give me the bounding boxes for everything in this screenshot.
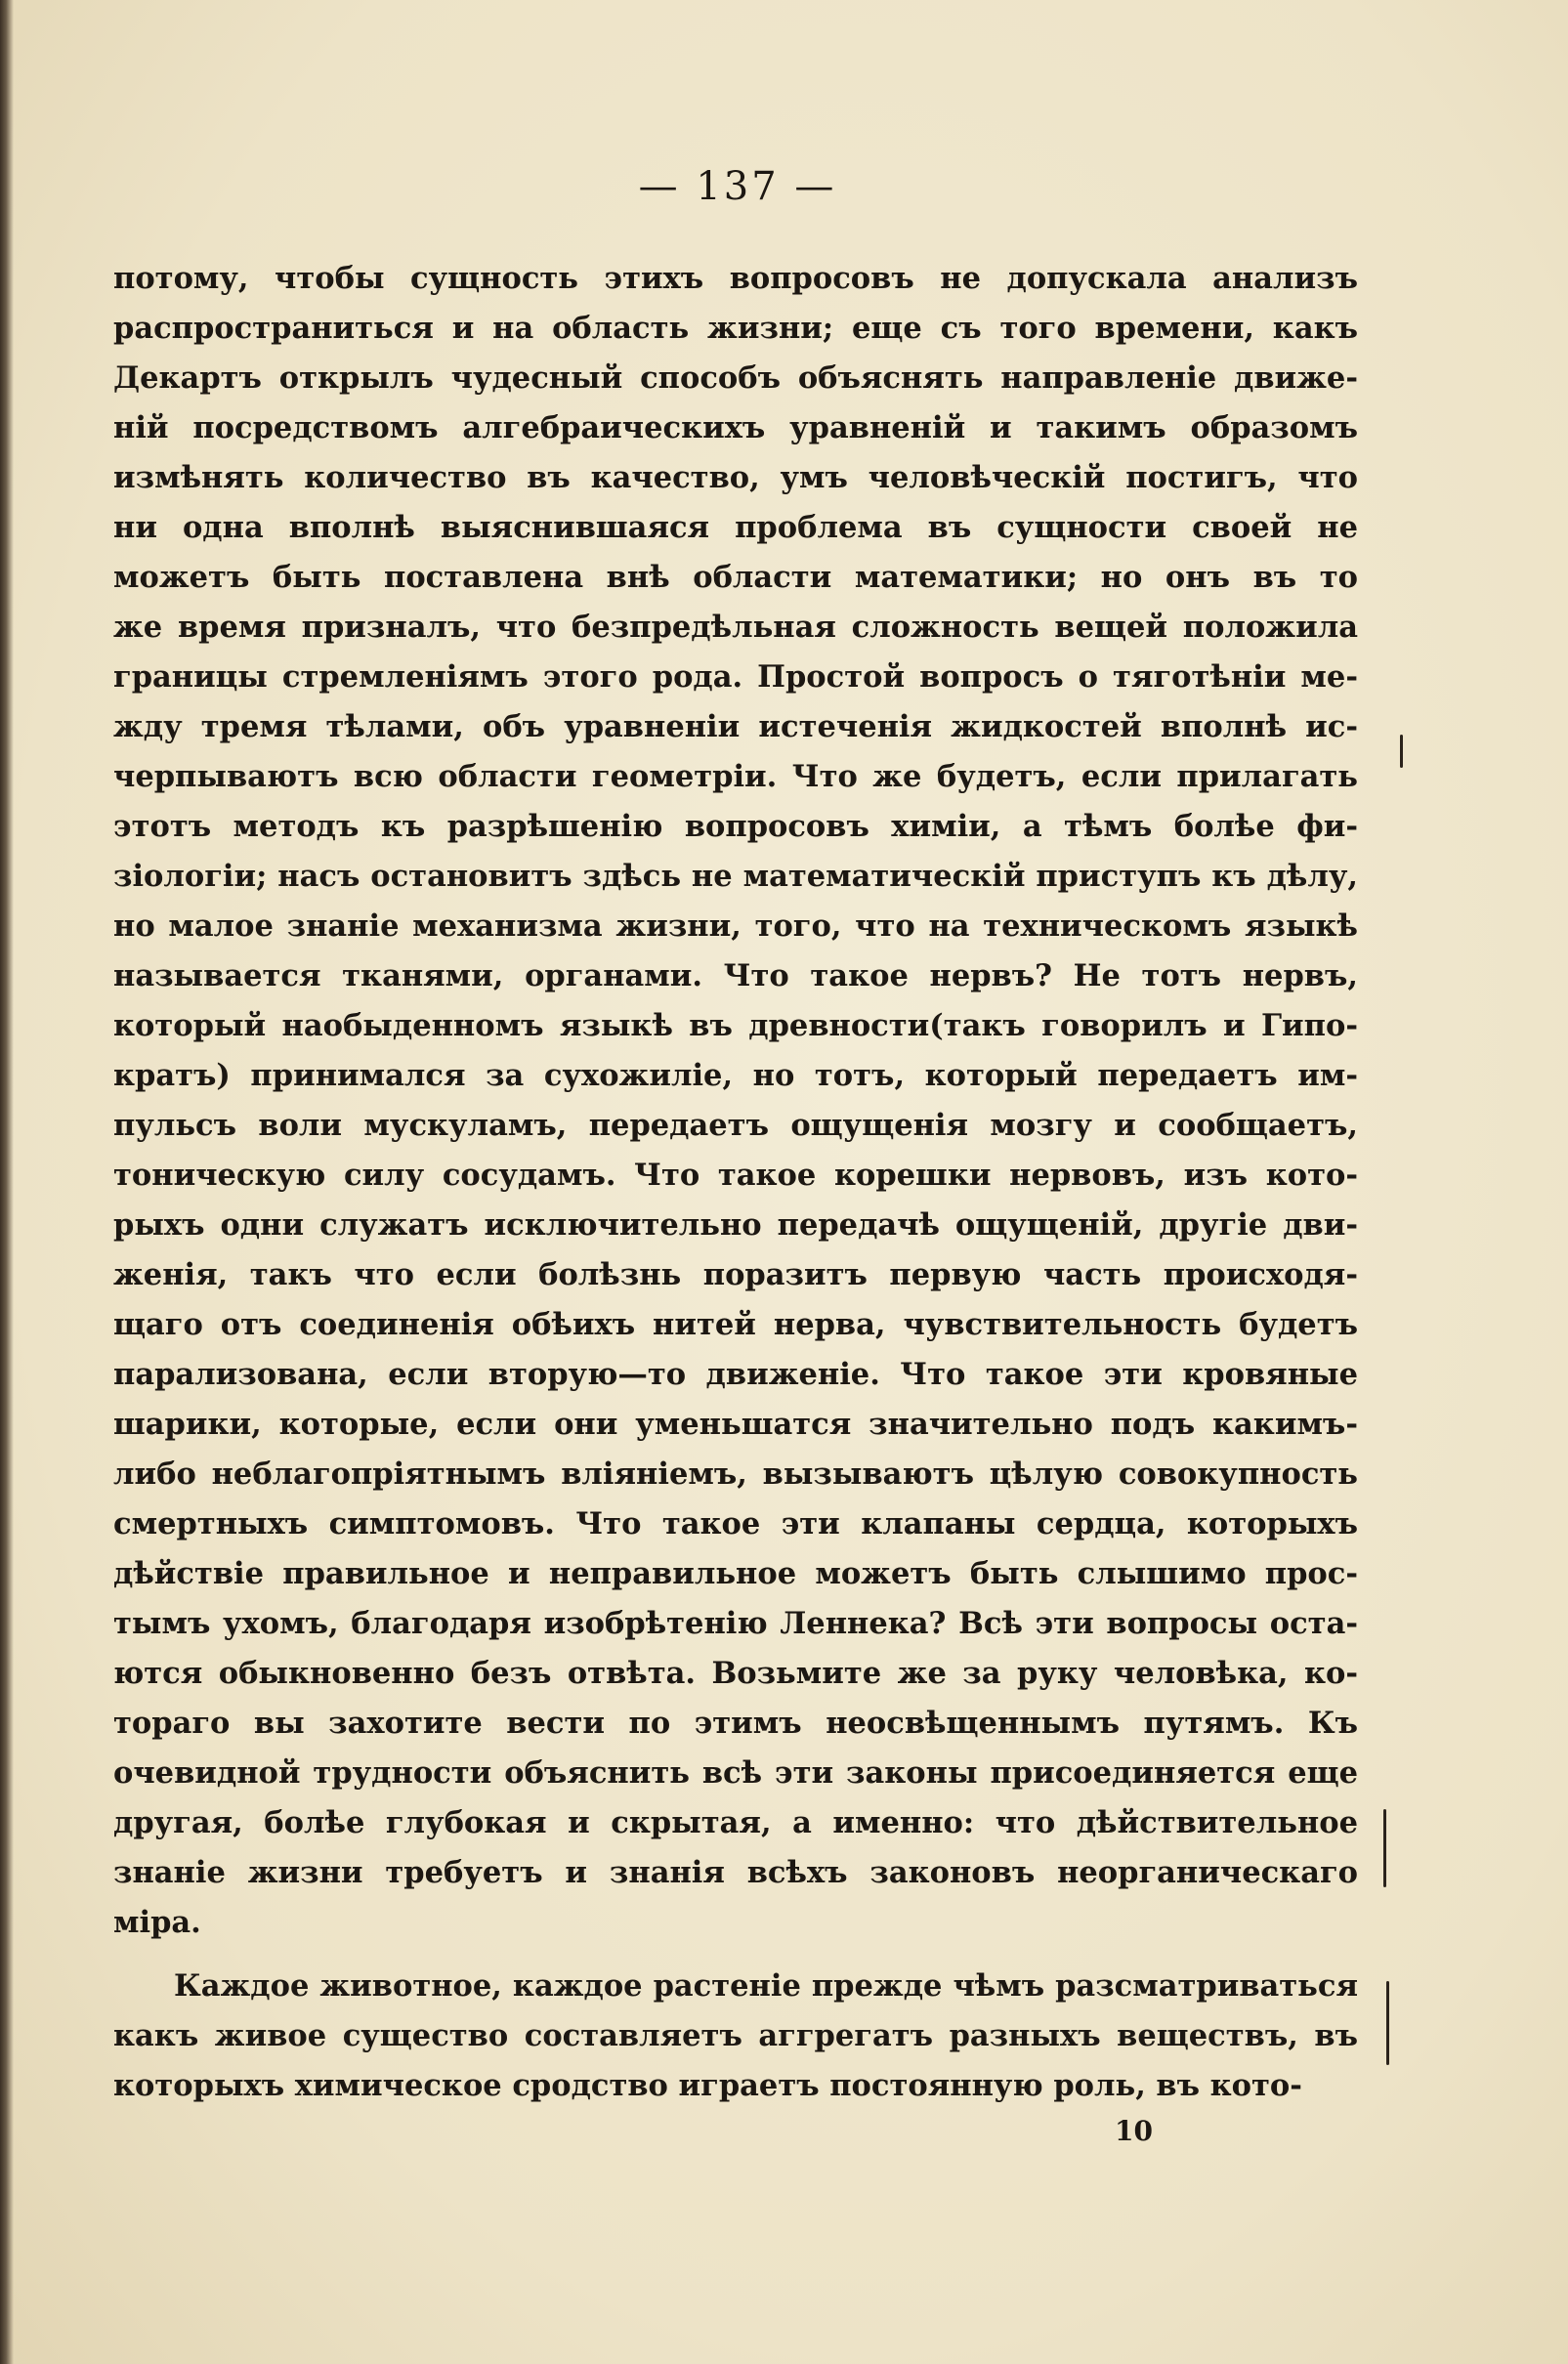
margin-mark: [1386, 1981, 1389, 2065]
paragraph: [113, 254, 1358, 1948]
text-line: кратъ) принимался за сухожиліе, но тотъ, который передаетъ им-: [113, 1058, 1358, 1093]
text-line: потому, чтобы сущность этихъ вопросовъ не допускала анализъ: [113, 261, 1358, 296]
text-line: который наобыденномъ языкѣ въ древности(такъ говорилъ и Гипо-: [113, 1008, 1358, 1043]
signature-mark: 10: [1115, 2115, 1153, 2147]
text-line: этотъ методъ къ разрѣшенію вопросовъ химіи, а тѣмъ болѣе фи-: [113, 809, 1358, 844]
text-line: ни одна вполнѣ выяснившаяся проблема въ сущности своей не: [113, 510, 1358, 545]
text-line: Декартъ открылъ чудесный способъ объяснять направленіе движе-: [113, 360, 1358, 396]
text-line: зіологіи; насъ остановитъ здѣсь не математическій приступъ къ дѣлу,: [113, 859, 1358, 894]
text-line: Каждое животное, каждое растеніе прежде чѣмъ разсматриваться: [174, 1968, 1358, 2004]
text-line: тымъ ухомъ, благодаря изобрѣтенію Леннека? Всѣ эти вопросы оста-: [113, 1606, 1358, 1641]
text-line: черпываютъ всю области геометріи. Что же будетъ, если прилагать: [113, 759, 1358, 794]
text-line: же время призналъ, что безпредѣльная сложность вещей положила: [113, 610, 1358, 645]
text-line: парализована, если вторую—то движеніе. Что такое эти кровяные: [113, 1357, 1358, 1392]
text-line: щаго отъ соединенія обѣихъ нитей нерва, чувствительность будетъ: [113, 1307, 1358, 1342]
text-line: ются обыкновенно безъ отвѣта. Возьмите же за руку человѣка, ко-: [113, 1656, 1358, 1691]
paragraph-gap: [113, 1948, 1358, 1962]
text-line: можетъ быть поставлена внѣ области математики; но онъ въ то: [113, 560, 1358, 595]
text-line: какъ живое существо составляетъ аггрегатъ разныхъ веществъ, въ: [113, 2018, 1358, 2053]
text-line: либо неблагопріятнымъ вліяніемъ, вызываютъ цѣлую совокупность: [113, 1456, 1358, 1492]
text-line: шарики, которые, если они уменьшатся значительно подъ какимъ-: [113, 1407, 1358, 1442]
text-line: пульсъ воли мускуламъ, передаетъ ощущенія мозгу и сообщаетъ,: [113, 1108, 1358, 1143]
text-line: тоническую силу сосудамъ. Что такое корешки нервовъ, изъ кото-: [113, 1158, 1358, 1193]
page-binding-edge: [0, 0, 14, 2364]
text-line: измѣнять количество въ качество, умъ человѣческій постигъ, что: [113, 460, 1358, 495]
text-line: другая, болѣе глубокая и скрытая, а именно: что дѣйствительное: [113, 1805, 1358, 1840]
text-line: границы стремленіямъ этого рода. Простой вопросъ о тяготѣніи ме-: [113, 659, 1358, 695]
text-line: женія, такъ что если болѣзнь поразитъ первую часть происходя-: [113, 1257, 1358, 1292]
text-line: жду тремя тѣлами, объ уравненіи истеченія жидкостей вполнѣ ис-: [113, 709, 1358, 744]
body-text: [113, 254, 1358, 2111]
text-line: міра.: [113, 1905, 201, 1940]
text-line: тораго вы захотите вести по этимъ неосвѣщеннымъ путямъ. Къ: [113, 1706, 1358, 1741]
page-number: — 137 —: [638, 164, 837, 209]
paragraph: [113, 1962, 1358, 2111]
text-line: ній посредствомъ алгебраическихъ уравненій и такимъ образомъ: [113, 410, 1358, 445]
margin-mark: [1383, 1809, 1386, 1887]
text-line: которыхъ химическое сродство играетъ постоянную роль, въ кото-: [113, 2068, 1302, 2103]
text-line: но малое знаніе механизма жизни, того, что на техническомъ языкѣ: [113, 908, 1358, 944]
text-line: знаніе жизни требуетъ и знанія всѣхъ законовъ неорганическаго: [113, 1855, 1358, 1890]
text-line: дѣйствіе правильное и неправильное можетъ быть слышимо прос-: [113, 1556, 1358, 1591]
text-line: распространиться и на область жизни; еще съ того времени, какъ: [113, 311, 1358, 346]
margin-mark: [1400, 735, 1403, 768]
text-line: очевидной трудности объяснить всѣ эти законы присоединяется еще: [113, 1755, 1358, 1791]
text-line: смертныхъ симптомовъ. Что такое эти клапаны сердца, которыхъ: [113, 1506, 1358, 1541]
text-line: рыхъ одни служатъ исключительно передачѣ ощущеній, другіе дви-: [113, 1207, 1358, 1243]
text-line: называется тканями, органами. Что такое нервъ? Не тотъ нервъ,: [113, 958, 1358, 993]
